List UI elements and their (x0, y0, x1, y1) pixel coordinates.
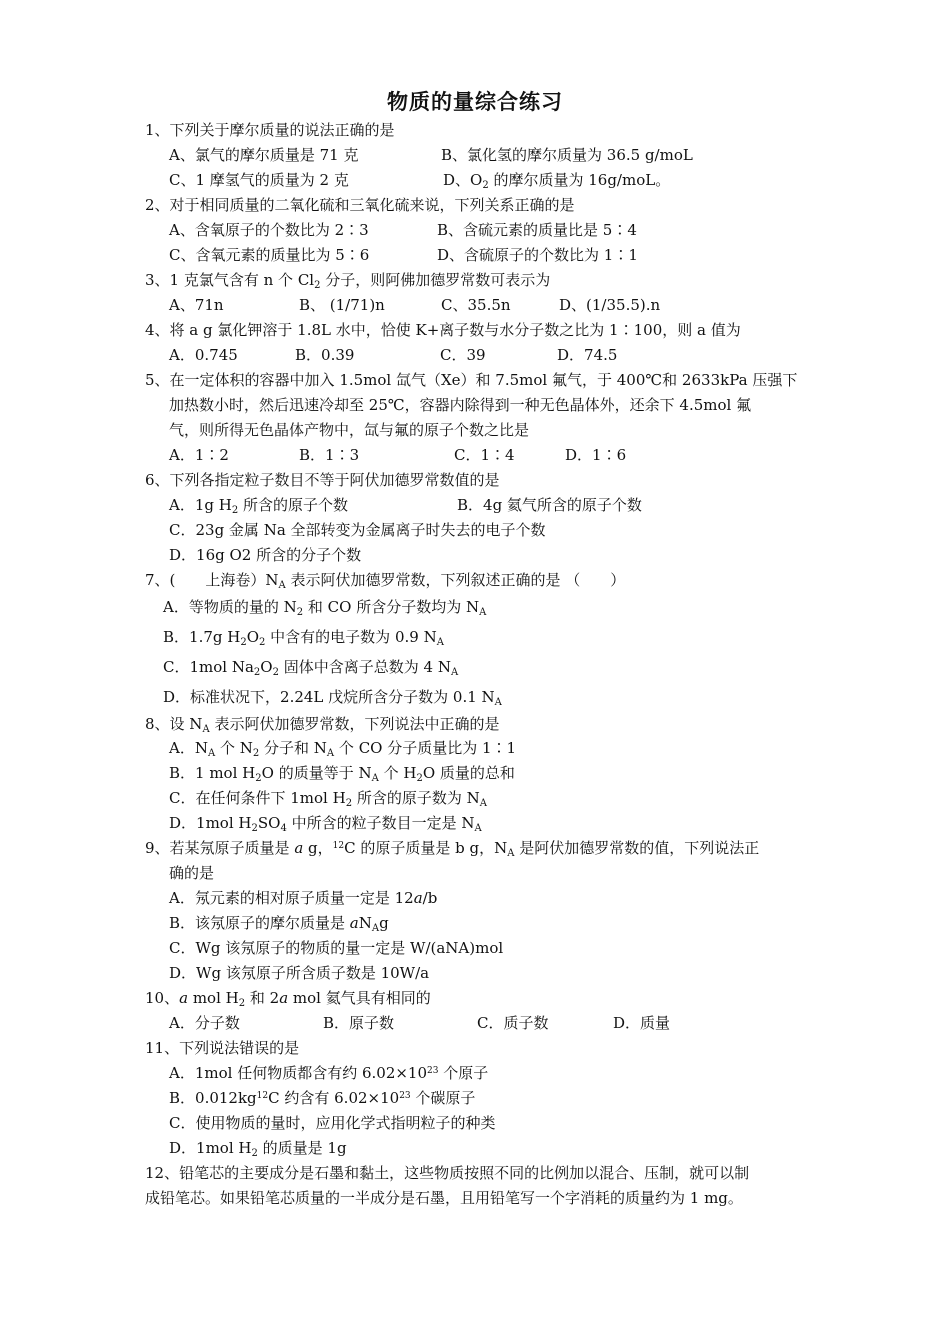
text-line: A．1mol 任何物质都含有约 $6.02\times 10^{23}$ 个原子 (169, 1064, 489, 1082)
text-line: C．1∶4 (454, 446, 515, 464)
text-line: A．$N_A$ 个 $N_2$ 分子和 $N_A$ 个 CO 分子质量比为 1∶1 (169, 739, 517, 759)
text-line: 6、下列各指定粒子数目不等于阿伏加德罗常数值的是 (145, 471, 500, 489)
text-line: 气，则所得无色晶体产物中，氙与氟的原子个数之比是 (169, 421, 530, 439)
text-line: D、(1/35.5).n (559, 296, 661, 314)
text-line: C．23g 金属 Na 全部转变为金属离子时失去的电子个数 (169, 521, 546, 539)
text-line: B．原子数 (323, 1014, 395, 1032)
text-line: 5、在一定体积的容器中加入 1.5mol 氙气（Xe）和 7.5mol 氟气，于 400℃和 2633kPa 压强下 (145, 371, 798, 389)
text-line: C．在任何条件下 1mol $H_2$ 所含的原子数为 $N_A$ (169, 789, 487, 809)
text-line: B．$0.012kg^{12}C$ 约含有 $6.02\times 10^{23}$ 个碳原子 (169, 1089, 476, 1107)
text-line: A．氖元素的相对原子质量一定是 12a/b (169, 889, 438, 907)
text-line: A．1∶2 (169, 446, 229, 464)
text-line: D、含硫原子的个数比为 1∶1 (437, 246, 638, 264)
text-line: 1、下列关于摩尔质量的说法正确的是 (145, 121, 395, 139)
text-line: A．分子数 (169, 1014, 240, 1032)
text-line: B．1∶3 (299, 446, 360, 464)
text-line: D．质量 (613, 1014, 671, 1032)
text-line: D、$O_2$ 的摩尔质量为 16g/moL。 (443, 171, 671, 191)
text-line: 确的是 (169, 864, 215, 882)
text-line: 2、对于相同质量的二氧化硫和三氧化硫来说，下列关系正确的是 (145, 196, 575, 214)
text-line: 3、1 克氯气含有 n 个 $Cl_2$ 分子，则阿佛加德罗常数可表示为 (145, 271, 551, 291)
text-line: A．0.745 (169, 346, 238, 364)
text-line: A、氯气的摩尔质量是 71 克 (169, 146, 359, 164)
text-line: B．该氖原子的摩尔质量是 $aN_Ag$ (169, 914, 389, 934)
text-line: 12、铅笔芯的主要成分是石墨和黏土，这些物质按照不同的比例加以混合、压制，就可以制 (145, 1164, 750, 1182)
text-line: C．质子数 (477, 1014, 549, 1032)
text-line: D．标准状况下，2.24L 戊烷所含分子数为 0.1 $N_A$ (163, 688, 502, 708)
text-line: B．1 mol $H_2O$ 的质量等于 $N_A$ 个 $H_2O$ 质量的总和 (169, 764, 515, 784)
text-line: D．Wg 该氖原子所含质子数是 10W/a (169, 964, 430, 982)
text-line: B、 (1/71)n (299, 296, 385, 314)
text-line: 7、( 上海卷）$N_A$ 表示阿伏加德罗常数，下列叙述正确的是 （ ） (145, 571, 626, 591)
text-line: C、含氧元素的质量比为 5∶6 (169, 246, 370, 264)
text-line: D．1∶6 (565, 446, 627, 464)
text-line: A．1g $H_2$ 所含的原子个数 (169, 496, 348, 516)
text-line: D．74.5 (557, 346, 618, 364)
text-line: B．0.39 (295, 346, 355, 364)
text-line: C．1mol $Na_2O_2$ 固体中含离子总数为 4 $N_A$ (163, 658, 459, 678)
text-line: A、71n (169, 296, 224, 314)
text-line: C、35.5n (441, 296, 511, 314)
text-line: 8、设 $N_A$ 表示阿伏加德罗常数，下列说法中正确的是 (145, 715, 500, 735)
text-line: D．16g O2 所含的分子个数 (169, 546, 362, 564)
text-line: B、氯化氢的摩尔质量为 36.5 g/moL (441, 146, 693, 164)
text-line: 加热数小时，然后迅速冷却至 25℃，容器内除得到一种无色晶体外，还余下 4.5mol 氟 (169, 396, 752, 414)
page-title: 物质的量综合练习 (387, 90, 563, 114)
text-line: D．1mol $H_2SO_4$ 中所含的粒子数目一定是 $N_A$ (169, 814, 482, 834)
text-line: B、含硫元素的质量比是 5∶4 (437, 221, 637, 239)
text-line: 9、若某氖原子质量是 a g，$^{12}$C 的原子质量是 b g，$N_A$ 是阿伏加德罗常数的值，下列说法正 (145, 839, 760, 859)
text-line: D．1mol $H_2$ 的质量是 1g (169, 1139, 347, 1159)
text-line: C、1 摩氢气的质量为 2 克 (169, 171, 349, 189)
text-line: A．等物质的量的 $N_2$ 和 CO 所含分子数均为 $N_A$ (163, 598, 487, 618)
text-line: C．Wg 该氖原子的物质的量一定是 W/(aNA)mol (169, 939, 504, 957)
text-line: 11、下列说法错误的是 (145, 1039, 300, 1057)
text-line: B．1.7g $H_2O_2$ 中含有的电子数为 0.9 $N_A$ (163, 628, 444, 648)
text-line: C．使用物质的量时，应用化学式指明粒子的种类 (169, 1114, 496, 1132)
text-line: 4、将 a g 氯化钾溶于 1.8L 水中，恰使 K+离子数与水分子数之比为 1∶100，则 a 值为 (145, 321, 741, 339)
text-line: C．39 (440, 346, 486, 364)
text-line: B．4g 氦气所含的原子个数 (457, 496, 642, 514)
text-line: 成铅笔芯。如果铅笔芯质量的一半成分是石墨，且用铅笔写一个字消耗的质量约为 1 mg。 (145, 1189, 743, 1207)
text-line: A、含氧原子的个数比为 2∶3 (169, 221, 369, 239)
text-line: 10、a mol $H_2$ 和 2a mol 氦气具有相同的 (145, 989, 431, 1009)
